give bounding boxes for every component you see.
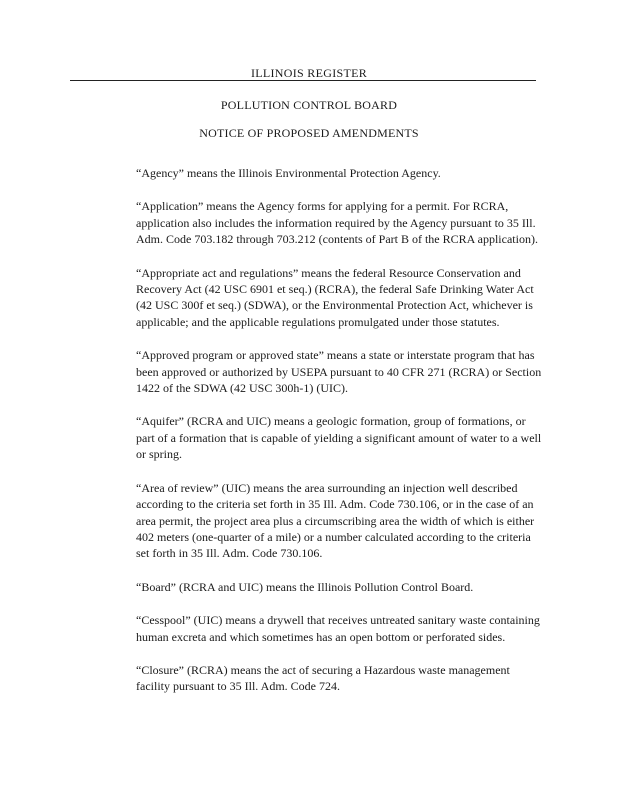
definitions-list — [136, 165, 542, 712]
definition-aquifer: “Aquifer” (RCRA and UIC) means a geologic formation, group of formations, or part of a formation that is capable of yielding a significant amount of water to a well or spring. — [136, 414, 542, 462]
definition-cesspool: “Cesspool” (UIC) means a drywell that receives untreated sanitary waste containing human excreta and which sometimes has an open bottom or perforated sides. — [136, 613, 540, 644]
definition-area-of-review: “Area of review” (UIC) means the area surrounding an injection well described according to the criteria set forth in 35 Ill. Adm. Code 730.106, or in the case of an area permit, the project area plus a circumscribing area the width of which is either 402 meters (one-quarter of a mile) or a number calculated according to the criteria set forth in 35 Ill. Adm. Code 730.106. — [136, 480, 535, 561]
register-title: ILLINOIS REGISTER — [250, 66, 368, 80]
header-rule — [70, 80, 536, 81]
notice-title: NOTICE OF PROPOSED AMENDMENTS — [199, 126, 419, 140]
definition-agency: “Agency” means the Illinois Environmental Protection Agency. — [136, 166, 441, 180]
definition-approved-program: “Approved program or approved state” means a state or interstate program that has been approved or authorized by USEPA pursuant to 40 CFR 271 (RCRA) or Section 1422 of the SDWA (42 USC 300h-1) (UIC). — [136, 348, 542, 396]
definition-board: “Board” (RCRA and UIC) means the Illinois Pollution Control Board. — [136, 579, 474, 594]
definition-appropriate-act: “Appropriate act and regulations” means the federal Resource Conservation and Recovery Act (42 USC 6901 et seq.) (RCRA), the federal Safe Drinking Water Act (42 USC 300f et seq.) (SDWA), or the Environmental Protection Act, whichever is applicable; and the applicable regulations promulgated under those statutes. — [136, 265, 534, 329]
definition-application: “Application” means the Agency forms for applying for a permit. For RCRA, application also includes the information required by the Agency pursuant to 35 Ill. Adm. Code 703.182 through 703.212 (contents of Part B of the RCRA application). — [136, 199, 538, 247]
board-name: POLLUTION CONTROL BOARD — [220, 98, 398, 112]
definition-closure: “Closure” (RCRA) means the act of securing a Hazardous waste management facility pursuant to 35 Ill. Adm. Code 724. — [136, 662, 510, 694]
